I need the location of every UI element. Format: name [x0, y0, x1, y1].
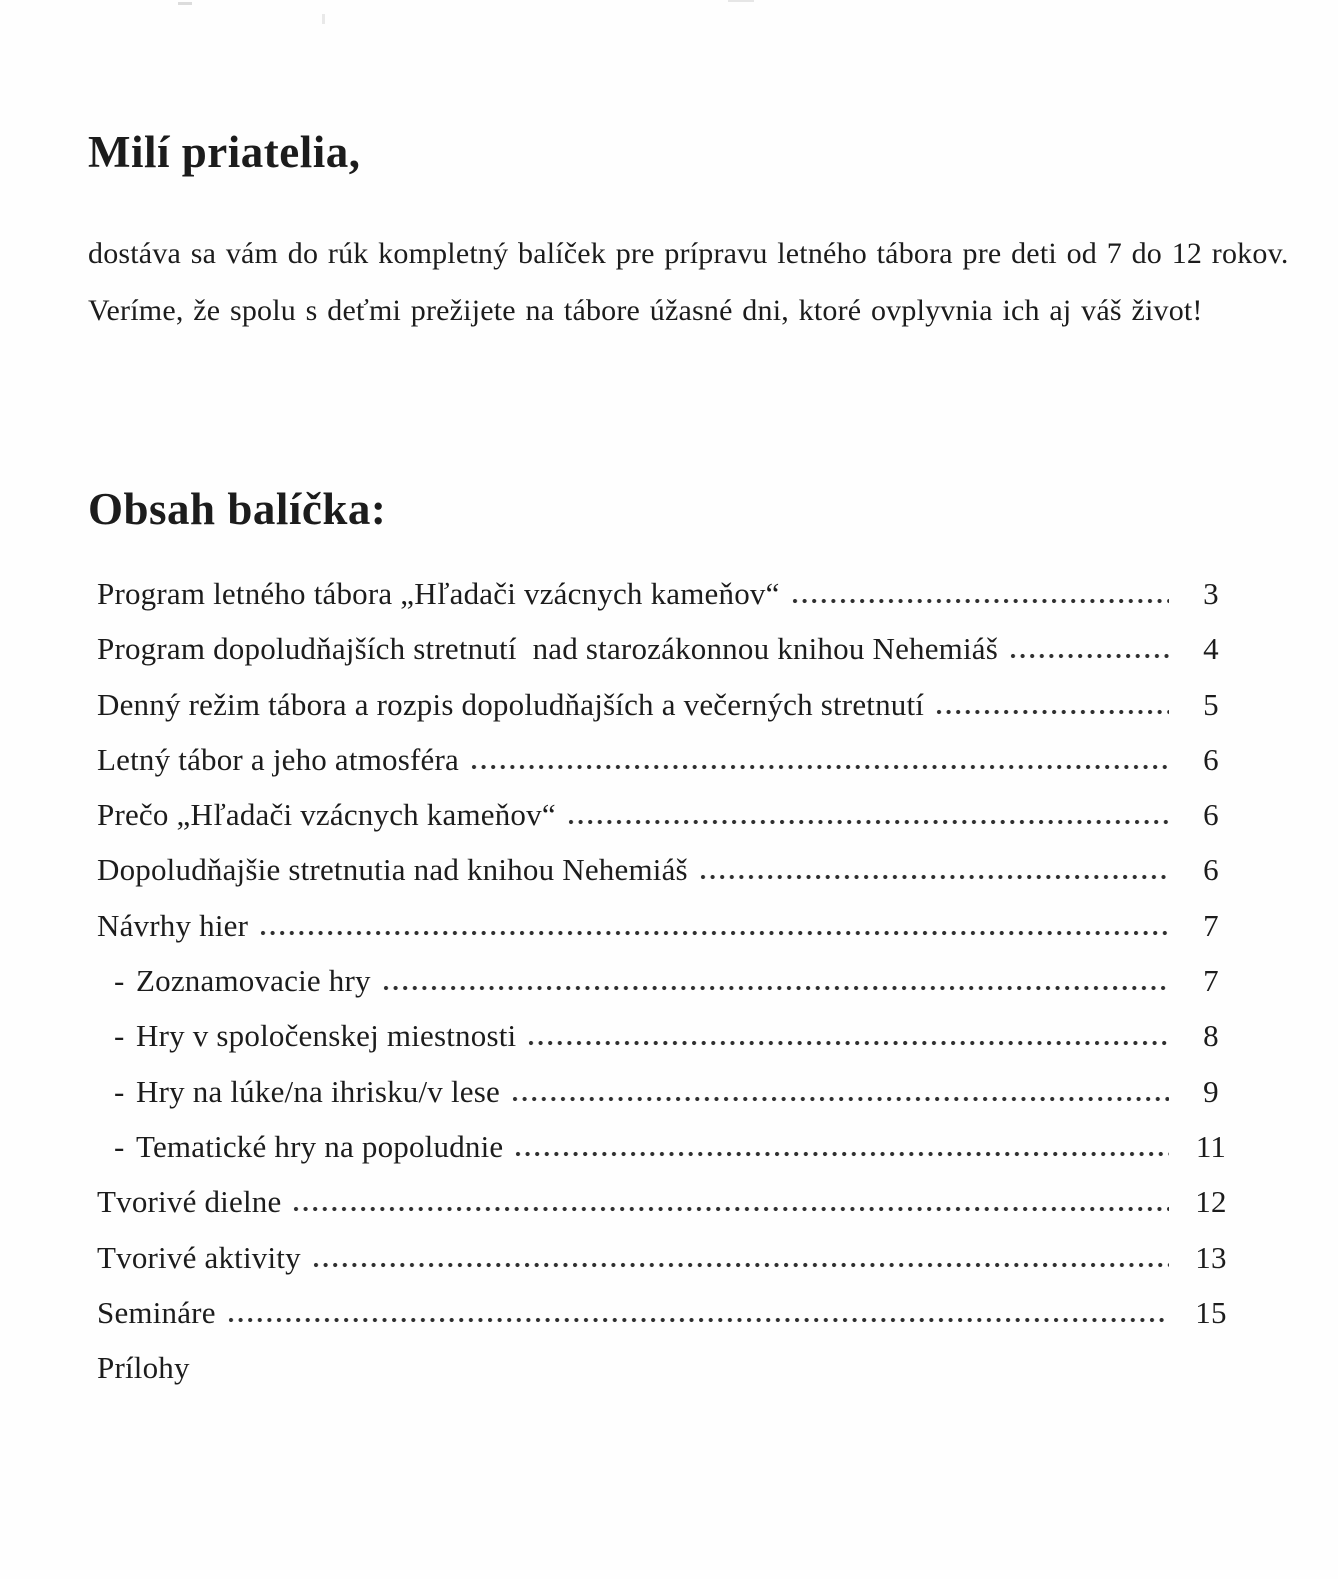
- toc-entry: [97, 742, 1239, 797]
- toc-dot-leader: [383, 984, 1169, 991]
- toc-page-number: 13: [1195, 1239, 1227, 1275]
- toc-dot-leader: [293, 1205, 1169, 1212]
- toc-entry: [97, 852, 1239, 907]
- toc-entry-label: Tvorivé dielne: [97, 1184, 282, 1220]
- toc-entry: [97, 1295, 1239, 1350]
- toc-entry: [97, 576, 1239, 631]
- toc-entry-label: Hry v spoločenskej miestnosti: [136, 1018, 517, 1054]
- toc-dot-leader: [228, 1316, 1169, 1323]
- toc-entry-label: Tvorivé aktivity: [97, 1239, 301, 1275]
- intro-line-2: Veríme, že spolu s deťmi prežijete na tábore úžasné dni, ktoré ovplyvnia ich aj váš život!: [88, 294, 1203, 327]
- scan-artifact: [322, 14, 325, 24]
- toc-page-number: 6: [1203, 852, 1219, 888]
- toc-dot-leader: [700, 873, 1169, 880]
- toc-entry-label: Návrhy hier: [97, 907, 249, 943]
- toc-entry-label: Semináre: [97, 1294, 216, 1330]
- toc-entry: [97, 963, 1239, 1018]
- scan-artifact: [178, 2, 192, 5]
- toc-entry-label: Hry na lúke/na ihrisku/v lese: [136, 1073, 500, 1109]
- toc-entry-label: Prečo „Hľadači vzácnych kameňov“: [97, 797, 556, 833]
- toc-heading: Obsah balíčka:: [88, 484, 387, 535]
- toc-page-number: 5: [1203, 686, 1219, 722]
- toc-page-number: 9: [1203, 1073, 1219, 1109]
- toc-page-number: 12: [1195, 1184, 1227, 1220]
- toc-bullet-dash: -: [114, 1128, 125, 1164]
- toc-dot-leader: [260, 929, 1169, 936]
- toc-dot-leader: [528, 1039, 1169, 1046]
- toc-dot-leader: [515, 1150, 1169, 1157]
- toc-entry-label: Program letného tábora „Hľadači vzácnych kameňov“: [97, 576, 780, 611]
- toc-entry: [97, 1350, 1239, 1405]
- toc-entry-label: Zoznamovacie hry: [136, 963, 371, 999]
- toc-entry: [97, 908, 1239, 963]
- intro-paragraph: [88, 225, 1308, 339]
- toc-bullet-dash: -: [114, 963, 125, 999]
- toc-page-number: 7: [1203, 963, 1219, 999]
- toc-entry: [97, 1184, 1239, 1239]
- intro-line-1: dostáva sa vám do rúk kompletný balíček pre prípravu letného tábora pre deti od 7 do 12 rokov.: [88, 237, 1289, 270]
- toc-page-number: 11: [1195, 1128, 1227, 1164]
- toc-entry-label: Tematické hry na popoludnie: [136, 1128, 504, 1164]
- toc-dot-leader: [936, 708, 1169, 715]
- toc-entry-label: Denný režim tábora a rozpis dopoludňajších a večerných stretnutí: [97, 686, 925, 722]
- toc-entry: [97, 631, 1239, 686]
- toc-dot-leader: [471, 763, 1169, 770]
- toc-entry-label: Prílohy: [97, 1350, 190, 1386]
- toc-dot-leader: [792, 597, 1169, 604]
- toc-bullet-dash: -: [114, 1018, 125, 1054]
- toc-page-number: 6: [1203, 741, 1219, 777]
- toc-dot-leader: [1010, 652, 1169, 659]
- toc-page-number: 8: [1203, 1018, 1219, 1054]
- toc-page-number: 7: [1203, 907, 1219, 943]
- toc-entry-label: Dopoludňajšie stretnutia nad knihou Nehemiáš: [97, 852, 688, 888]
- toc-page-number: 15: [1195, 1294, 1227, 1330]
- toc-dot-leader: [313, 1261, 1169, 1268]
- toc-dot-leader: [202, 1371, 1169, 1378]
- table-of-contents: [97, 576, 1239, 1405]
- toc-bullet-dash: -: [114, 1073, 125, 1109]
- toc-entry: [97, 1018, 1239, 1073]
- toc-entry-label: Letný tábor a jeho atmosféra: [97, 741, 459, 777]
- toc-page-number: 3: [1203, 576, 1219, 611]
- toc-entry: [97, 1074, 1239, 1129]
- toc-entry: [97, 687, 1239, 742]
- toc-entry-label: Program dopoludňajších stretnutí nad starozákonnou knihou Nehemiáš: [97, 631, 999, 667]
- toc-dot-leader: [568, 818, 1169, 825]
- toc-entry: [97, 797, 1239, 852]
- toc-dot-leader: [512, 1095, 1169, 1102]
- toc-entry: [97, 1240, 1239, 1295]
- scan-artifact: [728, 0, 754, 2]
- toc-page-number: 6: [1203, 797, 1219, 833]
- greeting-heading: Milí priatelia,: [88, 127, 361, 178]
- toc-page-number: 4: [1203, 631, 1219, 667]
- toc-entry: [97, 1129, 1239, 1184]
